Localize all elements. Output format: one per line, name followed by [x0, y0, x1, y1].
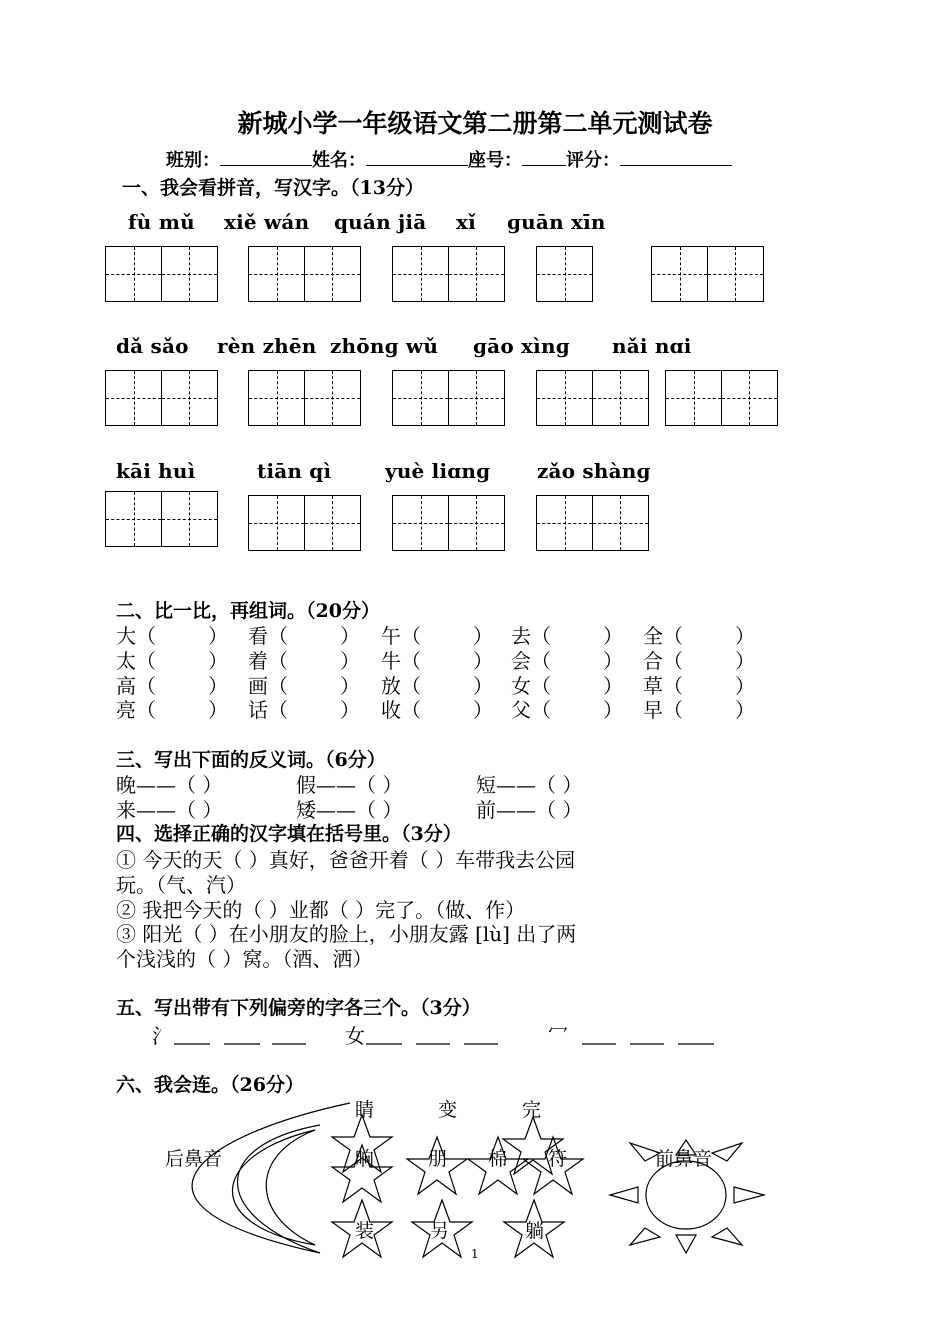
compare-char: 放	[381, 674, 401, 698]
close-paren: ）	[735, 624, 755, 648]
front-nasal-label[interactable]: 前鼻音	[655, 1148, 713, 1170]
writing-grid[interactable]	[536, 246, 592, 302]
writing-grid[interactable]	[248, 246, 359, 302]
compare-char: 亮	[116, 698, 136, 722]
radical-blanks[interactable]	[160, 1030, 730, 1050]
close-paren: ）	[340, 624, 360, 648]
open-paren: （	[136, 624, 156, 648]
question-line: ③ 阳光（ ）在小朋友的脸上，小朋友露 [lù] 出了两	[116, 922, 577, 946]
compare-item[interactable]	[116, 694, 228, 723]
open-paren: （	[136, 674, 156, 698]
char-label[interactable]: 朋	[428, 1148, 448, 1170]
close-paren: ）	[735, 674, 755, 698]
class-label: 班别：	[166, 150, 220, 171]
score-blank[interactable]	[620, 149, 732, 166]
char-label[interactable]: 完	[522, 1099, 542, 1121]
close-paren: ）	[208, 698, 228, 722]
close-paren: ）	[603, 624, 623, 648]
back-nasal-label[interactable]: 后鼻音	[165, 1148, 223, 1170]
close-paren: ）	[473, 649, 493, 673]
char-label[interactable]: 装	[355, 1220, 375, 1242]
score-label: 评分：	[566, 150, 620, 171]
open-paren: （	[531, 698, 551, 722]
pinyin: rèn zhēn	[217, 334, 317, 358]
compare-char: 太	[116, 649, 136, 673]
close-paren: ）	[603, 649, 623, 673]
compare-char: 女	[511, 674, 531, 698]
char-label[interactable]: 符	[548, 1148, 568, 1170]
open-paren: （	[663, 674, 683, 698]
writing-grid[interactable]	[105, 246, 216, 302]
pinyin: ɡuān xīn	[507, 210, 606, 234]
pinyin: tiān qì	[257, 459, 332, 483]
writing-grid[interactable]	[105, 491, 216, 547]
section-5-heading: 五、写出带有下列偏旁的字各三个。（3分）	[116, 997, 481, 1019]
open-paren: （	[401, 624, 421, 648]
pinyin: dǎ sǎo	[116, 334, 189, 358]
close-paren: ）	[473, 624, 493, 648]
close-paren: ）	[208, 624, 228, 648]
open-paren: （	[268, 649, 288, 673]
char-label[interactable]: 躺	[525, 1220, 545, 1242]
compare-char: 全	[643, 624, 663, 648]
close-paren: ）	[340, 674, 360, 698]
open-paren: （	[663, 649, 683, 673]
compare-char: 去	[511, 624, 531, 648]
open-paren: （	[531, 624, 551, 648]
open-paren: （	[663, 624, 683, 648]
close-paren: ）	[735, 649, 755, 673]
compare-item[interactable]	[248, 694, 360, 723]
pinyin: xǐ	[456, 210, 476, 234]
char-label[interactable]: 变	[438, 1099, 458, 1121]
writing-grid[interactable]	[105, 370, 216, 426]
page-number: 1	[471, 1247, 479, 1261]
moon-outer-shape	[192, 1103, 350, 1253]
writing-grid[interactable]	[248, 370, 359, 426]
compare-char: 早	[643, 698, 663, 722]
close-paren: ）	[340, 698, 360, 722]
compare-char: 草	[643, 674, 663, 698]
compare-char: 大	[116, 624, 136, 648]
student-info-line	[166, 146, 732, 172]
open-paren: （	[401, 649, 421, 673]
antonym-item[interactable]: 前——（ ）	[476, 798, 583, 822]
compare-char: 着	[248, 649, 268, 673]
compare-char: 看	[248, 624, 268, 648]
close-paren: ）	[208, 649, 228, 673]
radical-label: 冖	[548, 1020, 568, 1044]
antonym-item[interactable]: 来——（ ）	[116, 798, 223, 822]
pinyin: yuè liɑnɡ	[385, 459, 491, 483]
page-title: 新城小学一年级语文第二册第二单元测试卷	[237, 109, 713, 138]
open-paren: （	[268, 698, 288, 722]
matching-drawing	[140, 1095, 780, 1265]
char-label[interactable]: 另	[430, 1220, 450, 1242]
compare-char: 收	[381, 698, 401, 722]
sun-shape	[646, 1161, 726, 1229]
pinyin: nǎi nɑi	[612, 334, 692, 358]
pinyin: zǎo shànɡ	[537, 459, 651, 483]
open-paren: （	[531, 649, 551, 673]
open-paren: （	[401, 674, 421, 698]
close-paren: ）	[340, 649, 360, 673]
char-label[interactable]: 晌	[355, 1148, 375, 1170]
section-3-heading: 三、写出下面的反义词。（6分）	[116, 749, 386, 771]
question-line: 个浅浅的（ ）窝。（酒、洒）	[116, 947, 373, 971]
compare-char: 合	[643, 649, 663, 673]
writing-grid[interactable]	[651, 246, 762, 302]
seat-blank[interactable]	[522, 149, 566, 166]
pinyin: quán jiā	[334, 210, 427, 234]
antonym-item[interactable]: 短——（ ）	[476, 773, 583, 797]
question-line: ② 我把今天的（ ）业都（ ）完了。（做、作）	[116, 898, 526, 922]
pinyin: fù mǔ	[128, 210, 195, 234]
compare-char: 话	[248, 698, 268, 722]
pinyin: kāi huì	[116, 459, 196, 483]
radical-label: 女	[345, 1024, 365, 1048]
writing-grid[interactable]	[248, 495, 359, 551]
class-blank[interactable]	[220, 149, 312, 166]
compare-item[interactable]	[381, 694, 493, 723]
compare-char: 画	[248, 674, 268, 698]
pinyin: zhōnɡ wǔ	[330, 334, 439, 358]
open-paren: （	[136, 649, 156, 673]
section-1-heading: 一、我会看拼音，写汉字。（13分）	[122, 177, 424, 199]
pinyin: xiě wán	[224, 210, 310, 234]
open-paren: （	[136, 698, 156, 722]
section-6-heading: 六、我会连。（26分）	[116, 1074, 304, 1096]
compare-char: 会	[511, 649, 531, 673]
radical-label: 氵	[152, 1024, 172, 1048]
antonym-item[interactable]: 假——（ ）	[296, 773, 403, 797]
compare-char: 父	[511, 698, 531, 722]
antonym-item[interactable]: 矮——（ ）	[296, 798, 403, 822]
open-paren: （	[531, 674, 551, 698]
writing-grid[interactable]	[536, 370, 647, 426]
writing-grid[interactable]	[392, 495, 503, 551]
writing-grid[interactable]	[392, 370, 503, 426]
compare-char: 午	[381, 624, 401, 648]
name-label: 姓名：	[312, 150, 366, 171]
writing-grid[interactable]	[665, 370, 776, 426]
char-label[interactable]: 睛	[355, 1099, 375, 1121]
question-line: ① 今天的天（ ）真好，爸爸开着（ ）车带我去公园	[116, 848, 576, 872]
writing-grid[interactable]	[392, 246, 503, 302]
open-paren: （	[401, 698, 421, 722]
close-paren: ）	[603, 698, 623, 722]
close-paren: ）	[603, 674, 623, 698]
close-paren: ）	[208, 674, 228, 698]
open-paren: （	[268, 624, 288, 648]
writing-grid[interactable]	[536, 495, 647, 551]
question-line: 玩。（气、汽）	[116, 873, 246, 897]
close-paren: ）	[473, 674, 493, 698]
moon-inner-shape	[232, 1130, 315, 1245]
compare-item[interactable]	[643, 694, 755, 723]
char-label[interactable]: 棉	[488, 1148, 508, 1170]
section-2-heading: 二、比一比，再组词。（20分）	[116, 600, 380, 622]
pinyin: ɡāo xìnɡ	[473, 334, 570, 358]
compare-char: 牛	[381, 649, 401, 673]
open-paren: （	[663, 698, 683, 722]
open-paren: （	[268, 674, 288, 698]
section-4-heading: 四、选择正确的汉字填在括号里。（3分）	[116, 823, 462, 845]
close-paren: ）	[735, 698, 755, 722]
compare-item[interactable]	[511, 694, 623, 723]
name-blank[interactable]	[366, 149, 468, 166]
compare-char: 高	[116, 674, 136, 698]
antonym-item[interactable]: 晚——（ ）	[116, 773, 223, 797]
close-paren: ）	[473, 698, 493, 722]
seat-label: 座号：	[468, 150, 522, 171]
